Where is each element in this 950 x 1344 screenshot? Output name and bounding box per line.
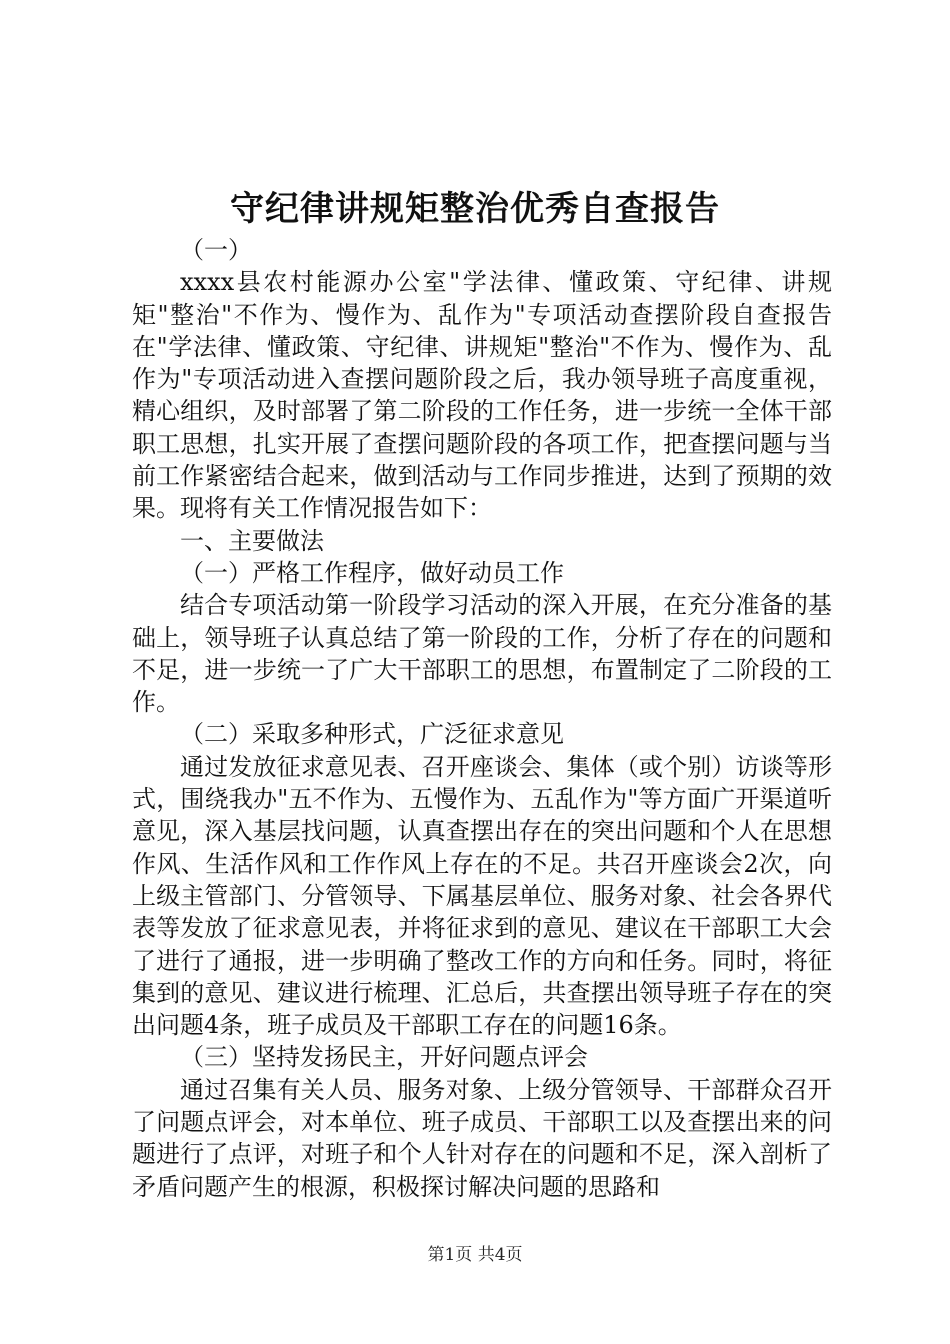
paragraph-2: 通过发放征求意见表、召开座谈会、集体（或个别）访谈等形式，围绕我办"五不作为、五慢作为、五乱作为"等方面广开渠道听意见，深入基层找问题，认真查摆出存在的突出问题和个人在思想作风、生活作风和工作作风上存在的不足。共召开座谈会2次，向上级主管部门、分管领导、下属基层单位、服务对象、社会各界代表等发放了征求意见表，并将征求到的意见、建议在干部职工大会了进行了通报，进一步明确了整改工作的方向和任务。同时，将征集到的意见、建议进行梳理、汇总后，共查摆出领导班子存在的突出问题4条，班子成员及干部职工存在的问题16条。	[132, 752, 832, 1040]
subheading-1: （一）严格工作程序，做好动员工作	[180, 558, 564, 587]
page-footer: 第1页 共4页	[427, 1245, 523, 1265]
paragraph-3: 通过召集有关人员、服务对象、上级分管领导、干部群众召开了问题点评会，对本单位、班子成员、干部职工以及查摆出来的问题进行了点评，对班子和个人针对存在的问题和不足，深入剖析了矛盾问题产生的根源，积极探讨解决问题的思路和	[132, 1075, 832, 1201]
paragraph-1: 结合专项活动第一阶段学习活动的深入开展，在充分准备的基础上，领导班子认真总结了第一阶段的工作，分析了存在的问题和不足，进一步统一了广大干部职工的思想，布置制定了二阶段的工作。	[132, 591, 832, 717]
document-title: 守纪律讲规矩整治优秀自查报告	[230, 189, 720, 229]
intro-paragraph: xxxx县农村能源办公室"学法律、懂政策、守纪律、讲规矩"整治"不作为、慢作为、乱作为"专项活动查摆阶段自查报告在"学法律、懂政策、守纪律、讲规矩"整治"不作为、慢作为、乱作为"专项活动进入查摆问题阶段之后，我办领导班子高度重视，精心组织，及时部署了第二阶段的工作任务，进一步统一全体干部职工思想，扎实开展了查摆问题阶段的各项工作，把查摆问题与当前工作紧密结合起来，做到活动与工作同步推进，达到了预期的效果。现将有关工作情况报告如下：	[132, 268, 832, 523]
subheading-3: （三）坚持发扬民主，开好问题点评会	[180, 1043, 588, 1072]
subheading-2: （二）采取多种形式，广泛征求意见	[180, 720, 564, 749]
document-body	[132, 234, 832, 1203]
section-label: （一）	[180, 236, 252, 264]
heading-main-methods: 一、主要做法	[180, 526, 324, 555]
